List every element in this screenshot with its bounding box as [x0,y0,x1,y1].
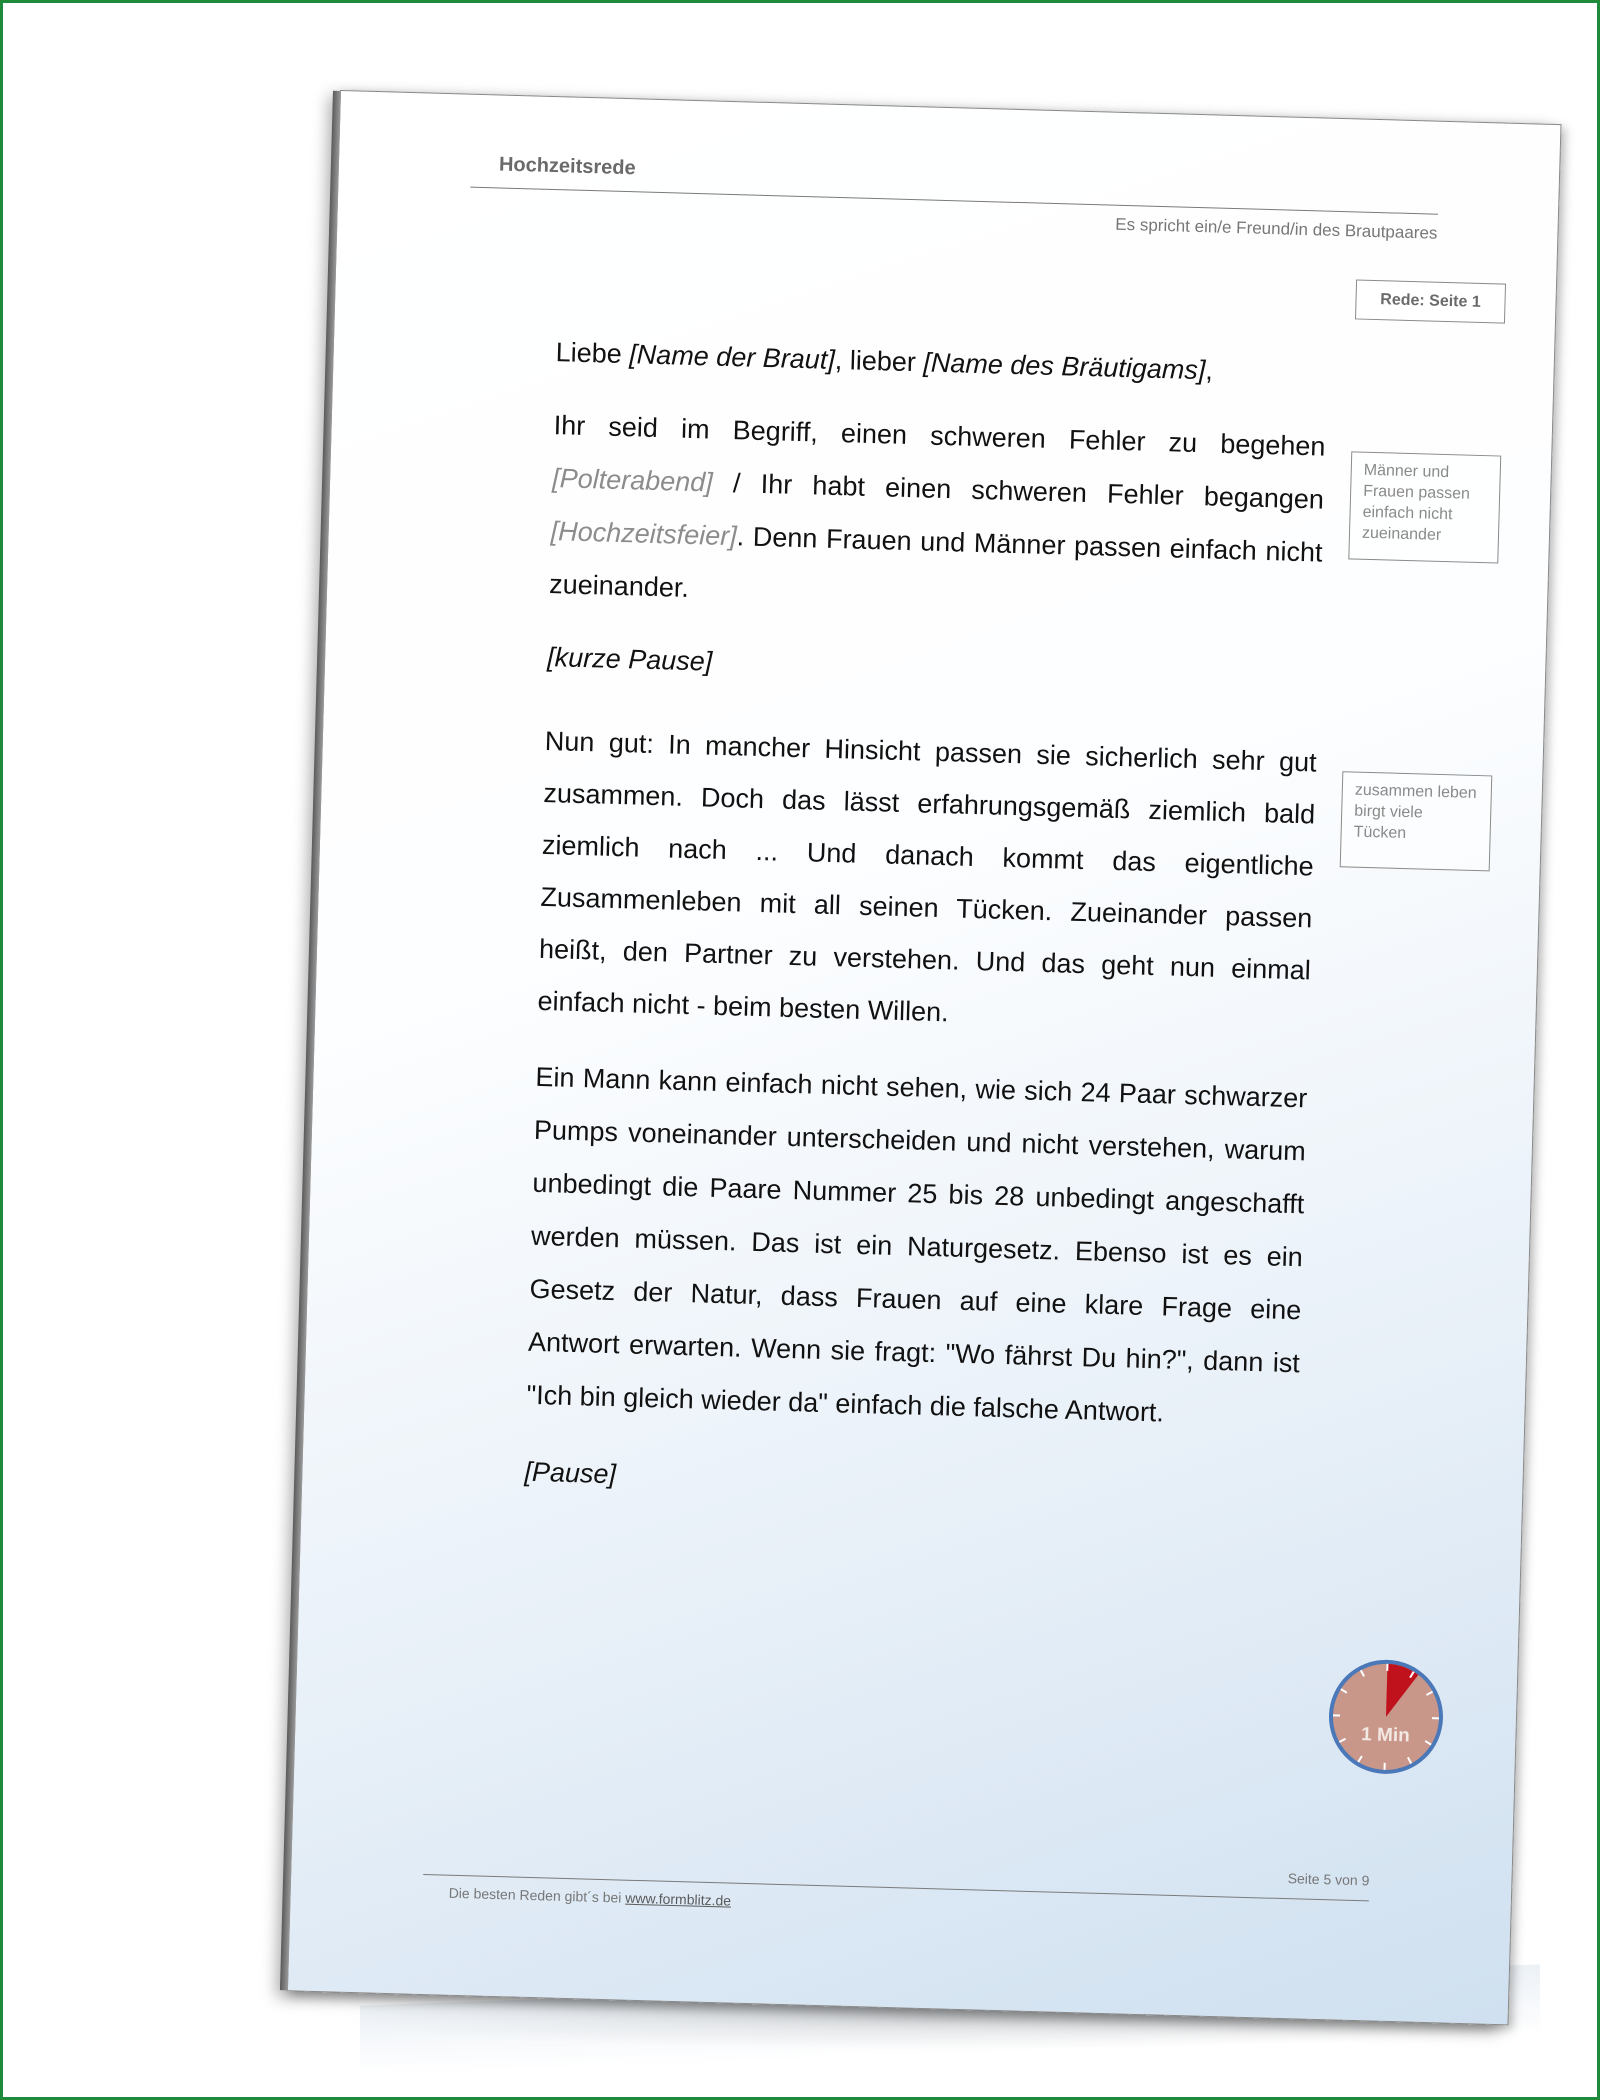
paragraph-1-part-1: Ihr seid im Begriff, einen schweren Fehler zu begehen [553,410,1326,462]
margin-note-1: Männer und Frauen passen einfach nicht zueinander [1348,451,1501,563]
footer-page-number: Seite 5 von 9 [1287,1870,1370,1889]
paragraph-3: Ein Mann kann einfach nicht sehen, wie sich 24 Paar schwarzer Pumps voneinander unterscheiden und nicht verstehen, warum unbedingt die Paare Nummer 25 bis 28 unbedingt angeschafft werden müssen. Das ist ein Naturgesetz. Ebenso ist es ein Gesetz der Natur, dass Frauen auf eine klare Frage eine Antwort erwarten. Wenn sie fragt: "Wo fährst Du hin?", dann ist "Ich bin gleich wieder da" einfach die falsche Antwort. [526,1061,1308,1428]
page-edge [280,91,341,1990]
timer-label: 1 Min [1360,1724,1411,1747]
speech-text [524,333,1328,1513]
paragraph-1 [549,399,1327,632]
footer-link[interactable]: www.formblitz.de [625,1889,732,1909]
pause-hint-1: [kurze Pause] [546,642,713,677]
page-label-box: Rede: Seite 1 [1355,279,1506,323]
timer-clock-icon [1324,1655,1447,1778]
paragraph-1-part-3: . Denn Frauen und Männer passen einfach nicht zueinander. [548,521,1323,603]
footer-credit [448,1885,731,1909]
document-page [287,90,1562,2025]
hint-polterabend: [Polterabend] [551,463,714,498]
salutation-middle: , lieber [834,344,924,378]
bride-placeholder: [Name der Braut] [628,339,836,375]
salutation-suffix: , [1204,355,1214,386]
paragraph-1-part-2: / Ihr habt einen schweren Fehler begangen [712,467,1325,515]
pause-hint-2: [Pause] [524,1456,617,1490]
salutation [555,333,1328,393]
paragraph-2: Nun gut: In mancher Hinsicht passen sie sicherlich sehr gut zusammen. Doch das lässt erfahrungsgemäß ziemlich bald ziemlich nach ... Und danach kommt das eigentliche Zusammenleben mit all seinen Tücken. Zueinander passen heißt, den Partner zu verstehen. Und das geht nun einmal einfach nicht - beim besten Willen. [537,725,1318,1028]
footer-prefix: Die besten Reden gibt´s bei [448,1884,626,1906]
header-title: Hochzeitsrede [498,153,636,180]
salutation-prefix: Liebe [555,337,630,370]
margin-note-2: zusammen leben birgt viele Tücken [1340,771,1493,871]
groom-placeholder: [Name des Bräutigams] [922,347,1206,386]
header-subtitle: Es spricht ein/e Freund/in des Brautpaares [1115,214,1438,243]
header-divider [470,187,1438,215]
hint-hochzeitsfeier: [Hochzeitsfeier] [550,516,738,552]
